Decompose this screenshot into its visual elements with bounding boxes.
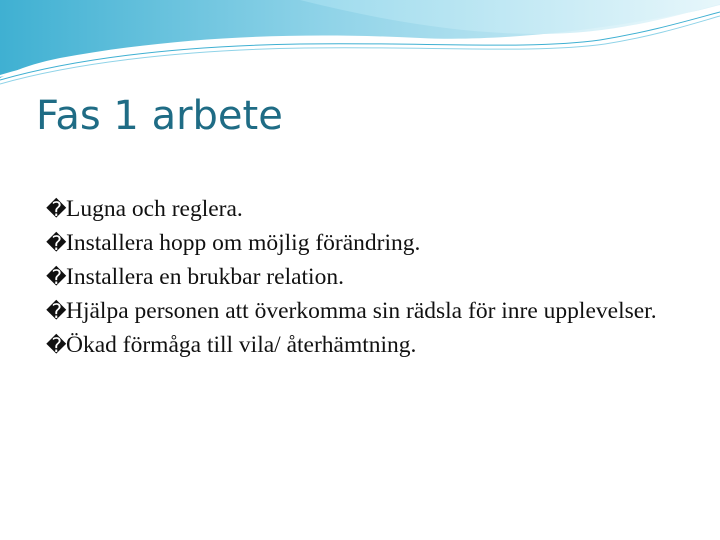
bullet-text: Hjälpa personen att överkomma sin rädsla för inre upplevelser. bbox=[66, 298, 657, 324]
bullet-marker-icon: � bbox=[46, 231, 67, 255]
bullet-text: Installera en brukbar relation. bbox=[66, 264, 344, 290]
bullet-item bbox=[46, 226, 686, 260]
bullet-marker-icon: � bbox=[46, 197, 67, 221]
bullet-text: Lugna och reglera. bbox=[66, 196, 243, 222]
bullet-marker-icon: � bbox=[46, 299, 67, 323]
bullet-marker-icon: � bbox=[46, 333, 67, 357]
header-wave-decoration bbox=[0, 0, 720, 90]
bullet-item bbox=[46, 192, 686, 226]
bullet-item bbox=[46, 328, 686, 362]
bullet-item bbox=[46, 294, 686, 328]
bullet-item bbox=[46, 260, 686, 294]
bullet-marker-icon: � bbox=[46, 265, 67, 289]
slide-title: Fas 1 arbete bbox=[36, 93, 283, 139]
bullet-list bbox=[46, 192, 686, 362]
bullet-text: Ökad förmåga till vila/ återhämtning. bbox=[66, 332, 417, 358]
bullet-text: Installera hopp om möjlig förändring. bbox=[66, 230, 421, 256]
